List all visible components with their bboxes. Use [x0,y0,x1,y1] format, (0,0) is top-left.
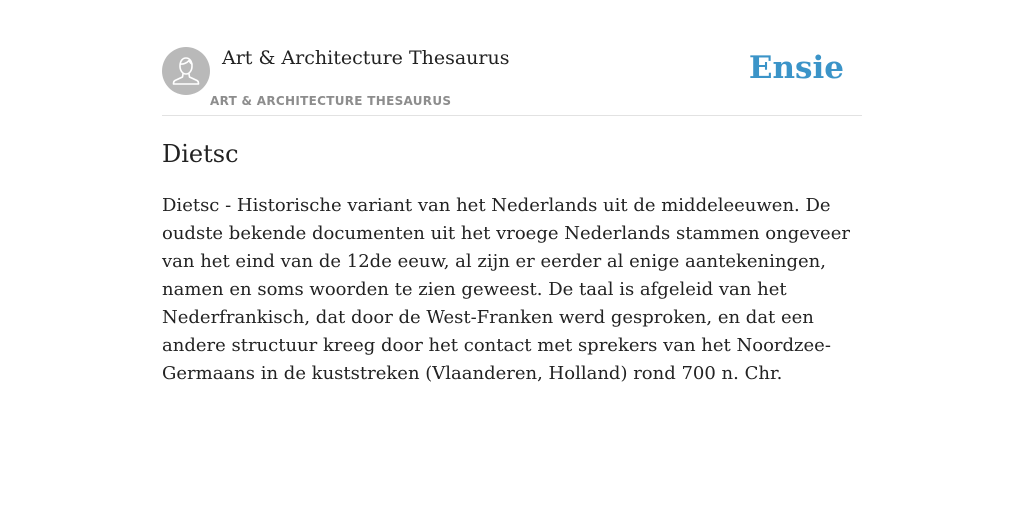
avatar[interactable] [162,47,210,95]
entry-card [162,0,862,512]
source-subtitle[interactable]: ART & ARCHITECTURE THESAURUS [210,94,452,108]
brand-logo[interactable]: Ensie [748,50,844,86]
user-icon [162,47,210,95]
entry-header [162,0,862,116]
source-title[interactable]: Art & Architecture Thesaurus [222,47,510,69]
entry-term: Dietsc [162,140,239,168]
entry-definition: Dietsc - Historische variant van het Nederlands uit de middeleeuwen. De oudste bekende documenten uit het vroege Nederlands stammen ongeveer van het eind van de 12de eeuw, al zijn er eerder al enige aantekeningen, namen en soms woorden te zien geweest. De taal is afgeleid van het Nederfrankisch, dat door de West-Franken werd gesproken, en dat een andere structuur kreeg door het contact met sprekers van het Noordzee-Germaans in de kuststreken (Vlaanderen, Holland) rond 700 n. Chr. [162,195,850,384]
